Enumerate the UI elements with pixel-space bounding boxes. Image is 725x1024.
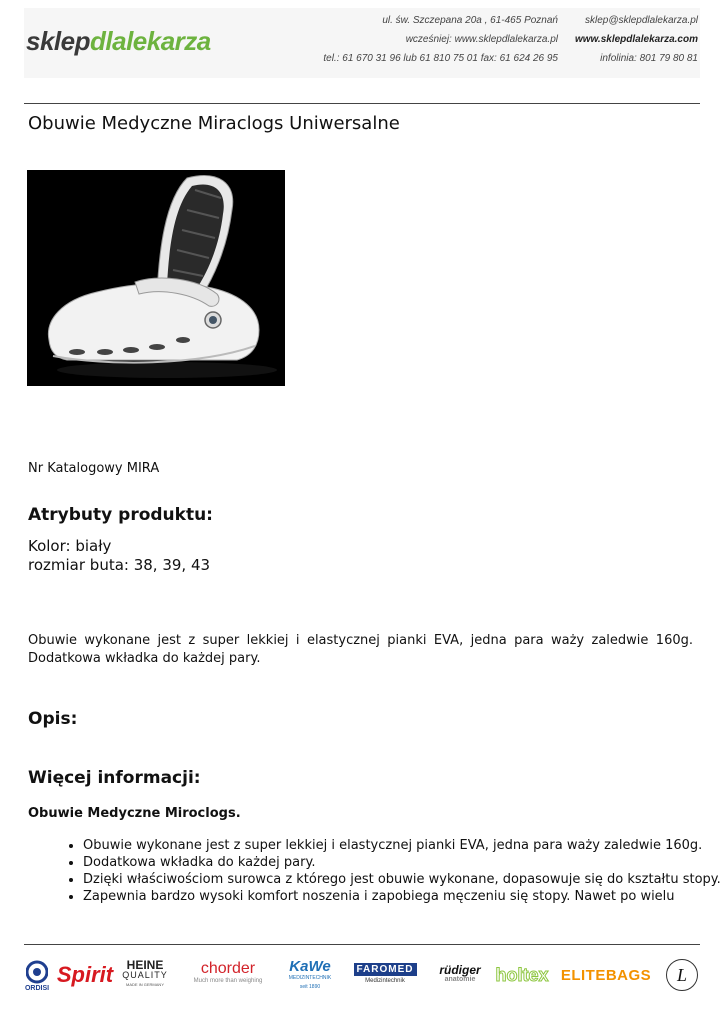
brand-rudiger: [434, 950, 486, 1000]
header-contact-address: [323, 11, 558, 68]
attribute-size: rozmiar buta: 38, 39, 43: [28, 556, 211, 574]
store-logo[interactable]: [26, 26, 211, 57]
littmann-text: L: [666, 959, 698, 991]
website-link[interactable]: www.sklepdlalekarza.com: [574, 34, 698, 45]
chorder-text: chorder: [200, 960, 256, 977]
logo-text-lekarza: lekarza: [126, 26, 211, 56]
short-description: Obuwie wykonane jest z super lekkiej i elastycznej pianki EVA, jedna para waży zaledwie 160g. Dodatkowa wkładka do każdej pary.: [28, 633, 693, 666]
faromed-sub: Medizintechnik: [365, 978, 405, 984]
list-item: • Dodatkowa wkładka do każdej pary.: [83, 854, 725, 871]
brand-spirit: [56, 950, 114, 1000]
brand-kawe: [282, 950, 338, 1000]
list-item: • Dzięki właściwościom surowca z którego jest obuwie wykonane, dopasowuje się do kształtu stopy.: [83, 871, 725, 888]
attribute-color: Kolor: biały: [28, 537, 112, 555]
logo-text-dla: dla: [90, 26, 127, 56]
brand-logos: [24, 950, 700, 1000]
clog-illustration: [27, 170, 285, 386]
more-info-heading: Więcej informacji:: [28, 768, 201, 788]
brand-faromed: [346, 950, 424, 1000]
heine-made: MADE IN GERMANY: [125, 982, 164, 987]
spirit-text: Spirit: [56, 962, 114, 987]
more-info-subtitle: Obuwie Medyczne Miroclogs.: [28, 806, 241, 821]
rudiger-text: rüdiger: [439, 963, 481, 977]
address-text: ul. św. Szczepana 20a , 61-465 Poznań: [382, 15, 558, 26]
logo-text-sklep: sklep: [26, 26, 90, 56]
brand-holtex: [496, 950, 548, 1000]
heine-text: HEINE: [126, 958, 164, 972]
brand-chorder: [182, 950, 274, 1000]
attributes-heading: Atrybuty produktu:: [28, 505, 213, 525]
phones-text: tel.: 61 670 31 96 lub 61 810 75 01 fax: 61 624 26 95: [323, 53, 558, 64]
header-contact-online: [575, 11, 698, 68]
page-title: Obuwie Medyczne Miraclogs Uniwersalne: [28, 113, 400, 134]
chorder-tagline: Much more than weighing: [193, 978, 263, 984]
list-item: • Zapewnia bardzo wysoki komfort noszenia i zapobiega męczeniu się stopy. Nawet po wielu: [83, 888, 725, 905]
kawe-sub: MEDIZINTECHNIK: [288, 974, 332, 981]
feature-list: [30, 837, 725, 937]
brand-heine: [118, 950, 172, 1000]
brand-littmann: [664, 950, 700, 1000]
holtex-text: holtex: [495, 964, 549, 985]
kawe-text: KaWe: [289, 957, 331, 975]
hotline-text: infolinia: 801 79 80 81: [600, 53, 698, 64]
faromed-text: FAROMED: [354, 963, 417, 976]
heine-quality: QUALITY: [122, 970, 168, 980]
footer-divider: [24, 944, 700, 945]
email-link[interactable]: sklep@sklepdlalekarza.pl: [585, 15, 698, 26]
attributes-list: [28, 537, 210, 575]
formerly-text: wcześniej: www.sklepdlalekarza.pl: [405, 34, 558, 45]
catalog-number: Nr Katalogowy MIRA: [28, 461, 160, 476]
elitebags-text: ELITEBAGS: [560, 966, 652, 984]
rudiger-sub: anatomie: [444, 976, 476, 983]
description-heading: Opis:: [28, 709, 78, 729]
ordisi-logo-icon: [26, 959, 48, 985]
ordisi-text: ORDISI: [24, 984, 50, 992]
kawe-since: seit 1890: [299, 983, 321, 990]
product-image: [27, 170, 285, 386]
list-item: • Obuwie wykonane jest z super lekkiej i elastycznej pianki EVA, jedna para waży zaledwie 160g.: [83, 837, 725, 854]
header-divider: [24, 103, 700, 104]
brand-elitebags: [554, 950, 658, 1000]
brand-ordisi: [24, 950, 50, 1000]
page-header: [24, 8, 700, 78]
